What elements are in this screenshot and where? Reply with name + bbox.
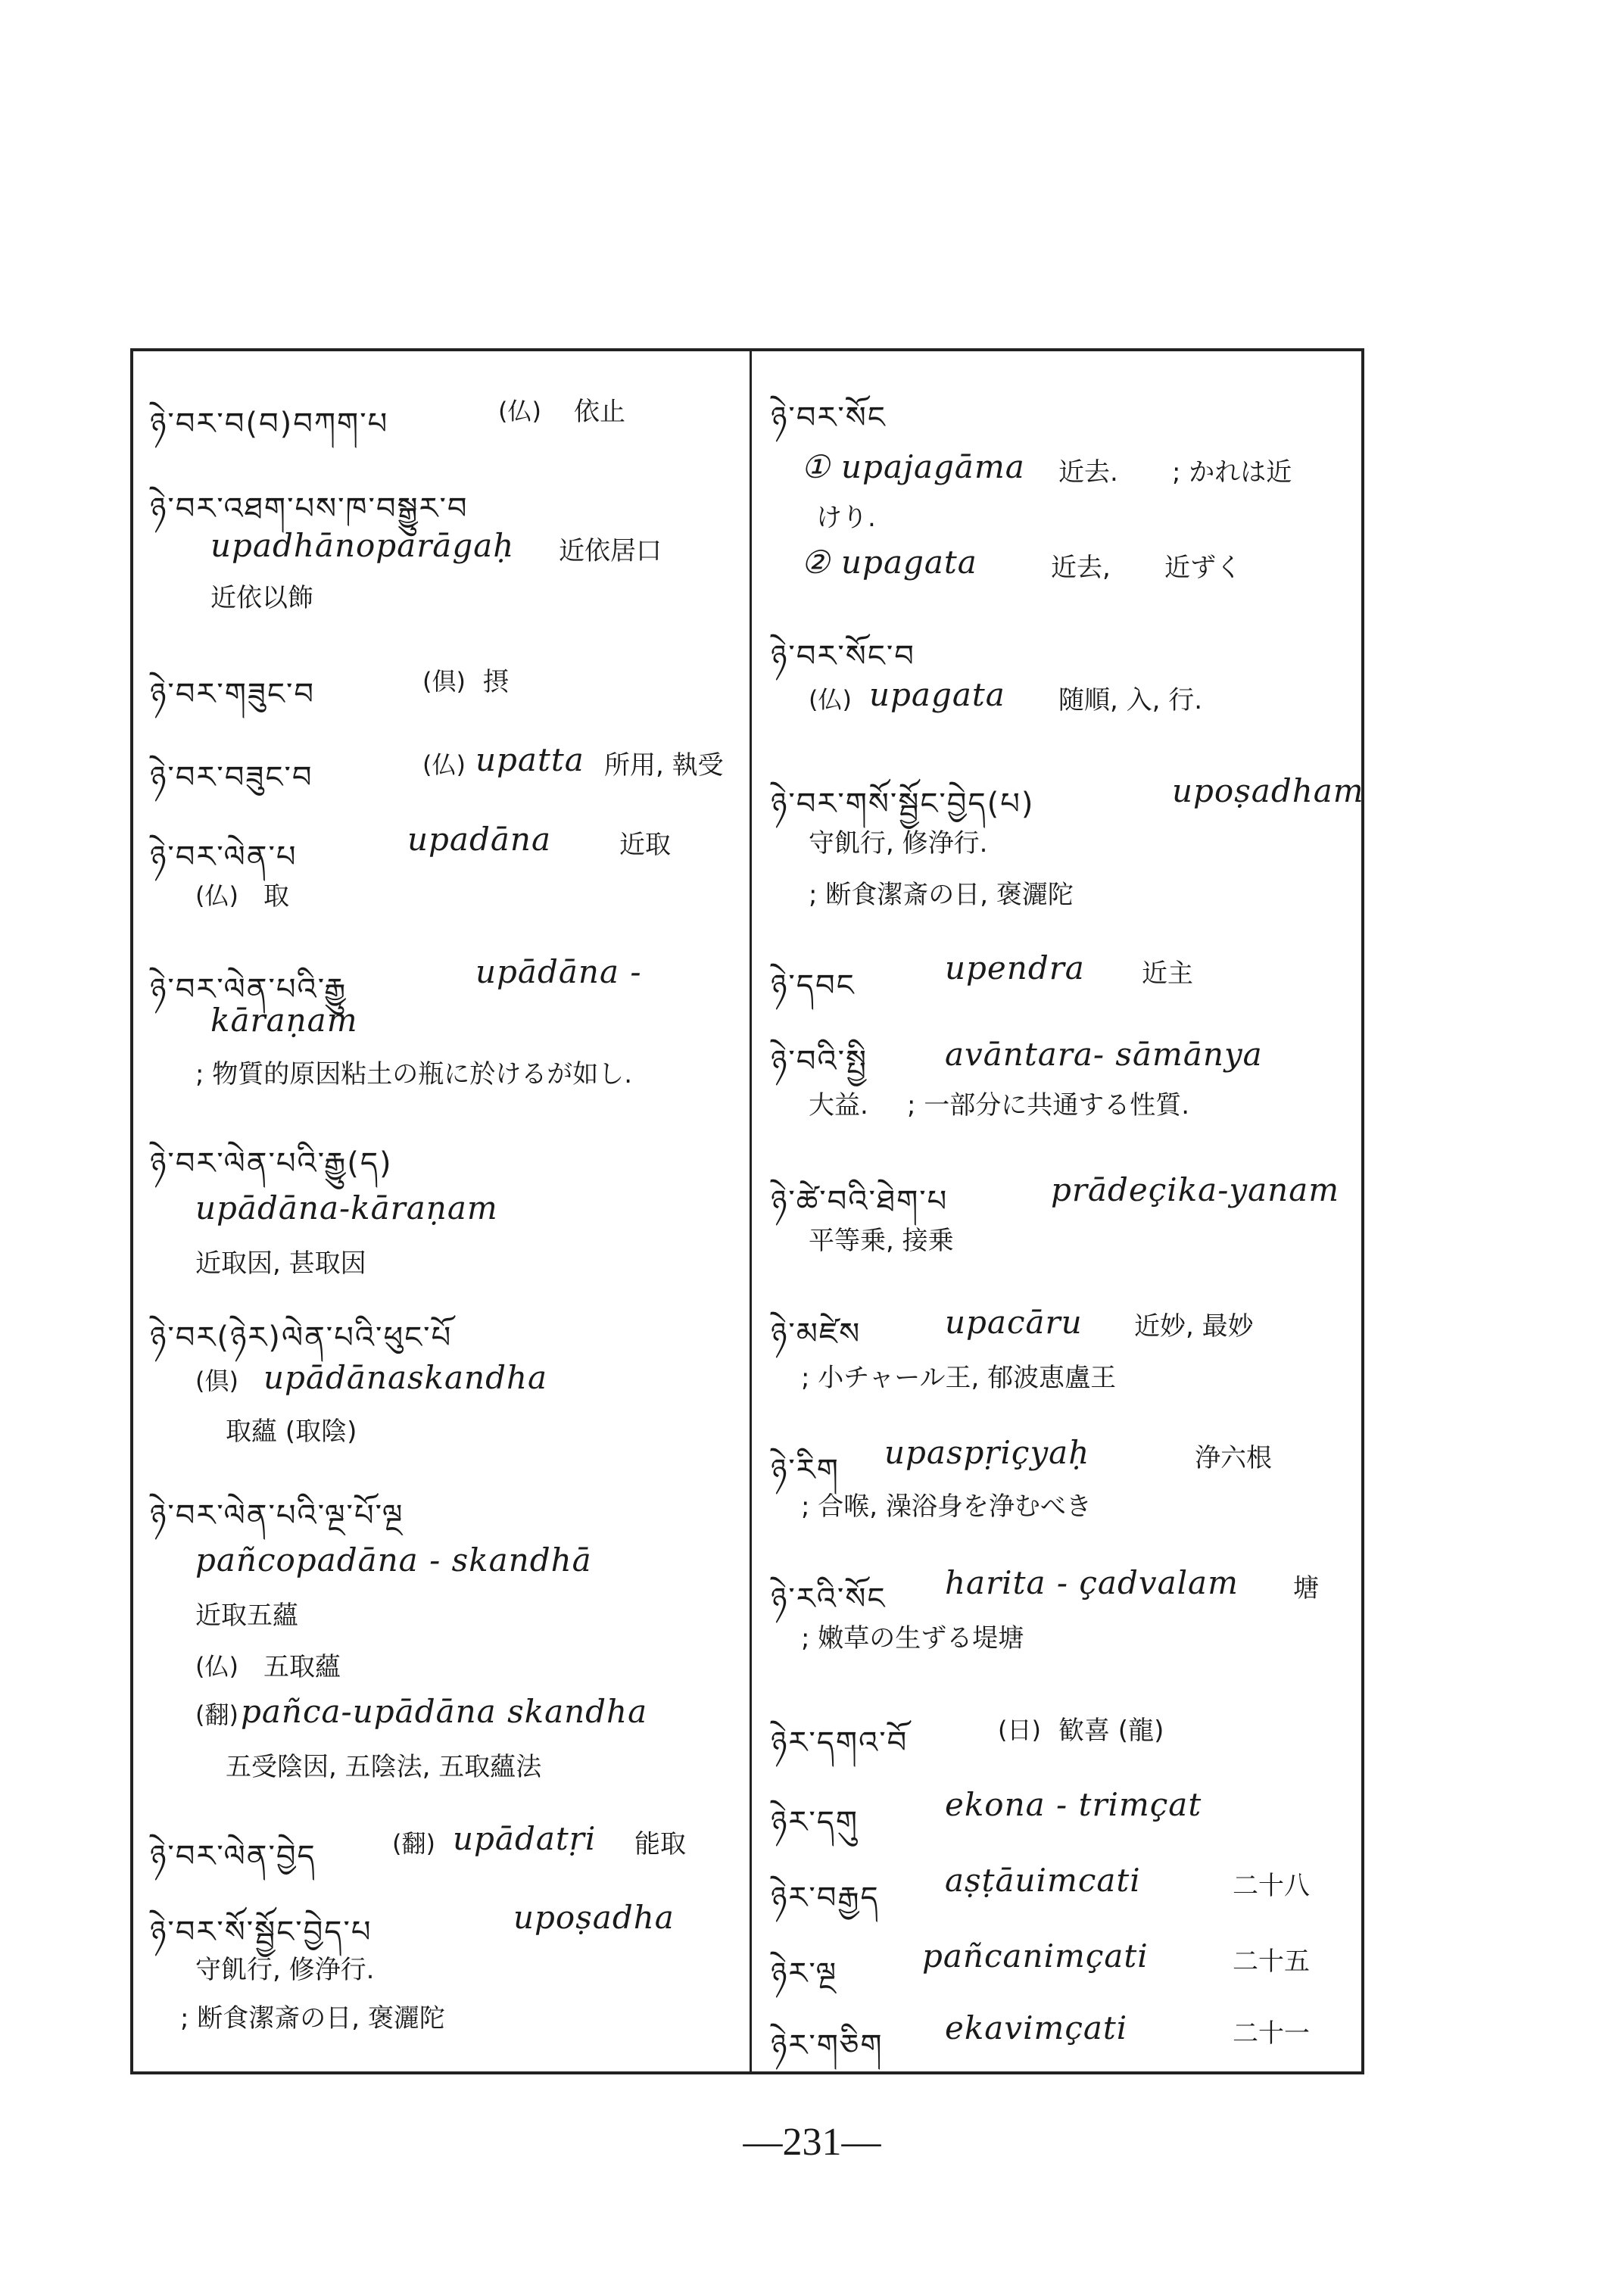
source-tag: (日) [998,1716,1041,1744]
dictionary-frame [130,348,1364,2074]
meaning: 近取五蘊 [195,1601,298,1631]
meaning: 近取因, 甚取因 [195,1248,366,1279]
source-tag: (仏) [498,397,541,425]
source-tag: (倶) [422,667,466,696]
meaning: ; 断食潔斎の日, 褒灑陀 [180,2003,445,2034]
meaning: 近依以飾 [210,583,313,613]
meaning: 取 [263,881,289,912]
tibetan-headword: ཉེ་བར་གཟུང་བ [150,677,315,712]
sanskrit-term: kāraṇam [210,1002,358,1039]
tibetan-headword: ཉེར་དགུ [771,1805,859,1840]
meaning: 近去, [1051,553,1111,583]
sanskrit-term: upagata [869,676,1005,713]
meaning: けり. [816,503,876,533]
tibetan-headword: ཉེ་བར་སོ་སྦྱོང་བྱེད་པ [150,1915,372,1950]
sanskrit-term: aṣṭāuimcati [945,1862,1141,1899]
sanskrit-term: ① upajagāma [801,448,1025,485]
sanskrit-term: harita - çadvalam [945,1564,1239,1601]
meaning: 守飢行, 修浄行. [195,1955,375,1985]
sanskrit-term: upādānaskandha [263,1359,548,1396]
meaning: 近主 [1142,958,1193,989]
sanskrit-term: pañcanimçati [922,1937,1149,1975]
meaning: ; 合喉, 澡浴身を浄むべき [801,1491,1092,1522]
meaning: 二十一 [1233,2018,1310,2049]
tibetan-headword: ཉེ་ཚེ་བའི་ཐེག་པ [771,1184,949,1219]
meaning: 依止 [574,397,625,427]
meaning: 浄六根 [1195,1443,1272,1473]
meaning: ; かれは近 [1172,457,1292,488]
tibetan-headword: ཉེ་རའི་སོང [771,1582,887,1616]
sanskrit-term: upādatṛi [453,1820,597,1857]
meaning: 大益. [809,1090,868,1121]
meaning: 能取 [634,1829,686,1859]
meaning: ; 小チャール王, 郁波恵盧王 [801,1363,1117,1393]
meaning: 平等乗, 接乗 [809,1226,954,1256]
meaning: ; 一部分に共通する性質. [907,1090,1190,1121]
sanskrit-term: upadāna [407,821,551,858]
meaning: 摂 [483,667,509,697]
sanskrit-term: ② upagata [801,544,977,581]
tibetan-headword: ཉེ་བར་སོང་བ [771,639,915,674]
source-tag: (翻) [392,1829,435,1858]
sanskrit-term: ekavimçati [945,2009,1128,2046]
meaning: 近ずく [1164,553,1242,583]
sanskrit-term: upaspṛiçyaḥ [884,1434,1090,1471]
source-tag: (仏) [809,685,852,714]
tibetan-headword: ཉེ་བར་འཐག་པས་ཁ་བསྒྱུར་བ [150,491,469,526]
sanskrit-term: ekona - trimçat [945,1786,1202,1823]
right-column [771,360,1364,2063]
sanskrit-term: upoṣadha [513,1899,675,1936]
meaning: 守飢行, 修浄行. [809,828,988,859]
meaning: ; 嫩草の生ずる堤塘 [801,1623,1024,1653]
meaning: 近取 [619,830,671,860]
tibetan-headword: ཉེ་བར་ལེན་པའི་ལྔ་པོ་ལྔ [150,1498,404,1533]
meaning: 二十八 [1233,1871,1310,1901]
meaning: 五受陰因, 五陰法, 五取蘊法 [226,1752,542,1782]
meaning: 近妙, 最妙 [1134,1311,1254,1342]
tibetan-headword: ཉེ་བར་ལེན་པའི་རྒྱུ [150,972,348,1007]
sanskrit-term: upādāna-kāraṇam [195,1189,498,1226]
sanskrit-term: upatta [475,741,584,778]
sanskrit-term: upacāru [945,1304,1083,1341]
tibetan-headword: ཉེ་བར(ཉེར)ལེན་པའི་ཕུང་པོ [150,1320,453,1355]
sanskrit-term: avāntara- sāmānya [945,1036,1263,1073]
sanskrit-term: upādāna - [475,953,642,990]
meaning: 近去. [1058,457,1118,488]
tibetan-headword: ཉེ་བར་ལེན་བྱེད [150,1839,316,1874]
tibetan-headword: ཉེ་བའི་སྤྱི [771,1044,868,1079]
tibetan-headword: ཉེར་ལྔ [771,1956,838,1991]
tibetan-headword: ཉེ་བར་གསོ་སྦྱོང་བྱེད(པ) [771,787,1035,821]
meaning: ; 断食潔斎の日, 褒灑陀 [809,880,1074,910]
sanskrit-term: upadhānoparāgaḥ [210,527,515,564]
tibetan-headword: ཉེ་བར་བཟུང་བ [150,760,313,795]
tibetan-headword: ཉེར་གཅིག [771,2028,884,2063]
meaning: 所用, 執受 [604,750,724,781]
tibetan-headword: ཉེ་བར་ལེན་པ [150,840,298,874]
source-tag: (仏) [422,750,466,779]
tibetan-headword: ཉེར་དགའ་བོ [771,1725,909,1760]
meaning: 随順, 入, 行. [1058,685,1203,715]
left-column [150,360,740,2062]
sanskrit-term: prādeçika-yanam [1051,1171,1340,1208]
sanskrit-term: pañcopadāna - skandhā [195,1541,592,1579]
tibetan-headword: ཉེ་བར་བ(བ)བཀག་པ [150,407,389,441]
tibetan-headword: ཉེ་མཛེས [771,1317,862,1351]
meaning: 塘 [1293,1573,1319,1604]
source-tag: (仏) [195,881,238,910]
meaning: 歓喜 (龍) [1058,1716,1164,1746]
tibetan-headword: ཉེ་དབང [771,968,856,1003]
meaning: 五取蘊 [263,1652,341,1682]
source-tag: (翻) [195,1700,238,1729]
column-divider [750,351,752,2071]
tibetan-headword: ཉེ་བར་སོང [771,401,887,435]
tibetan-headword: ཉེར་བརྒྱད [771,1881,880,1915]
page-number: —231— [743,2121,881,2164]
sanskrit-term: upoṣadham [1172,772,1364,809]
tibetan-headword: ཉེ་བར་ལེན་པའི་རྒྱུ(ད) [150,1146,393,1181]
sanskrit-term: upendra [945,949,1085,986]
source-tag: (仏) [195,1652,238,1681]
meaning: ; 物質的原因粘土の瓶に於けるが如し. [195,1059,633,1089]
meaning: 二十五 [1233,1946,1310,1977]
source-tag: (倶) [195,1367,238,1395]
tibetan-headword: ཉེ་རིག [771,1453,840,1488]
sanskrit-term: pañca-upādāna skandha [241,1693,648,1730]
meaning: 取蘊 (取陰) [226,1417,357,1447]
meaning: 近依居口 [559,536,662,566]
